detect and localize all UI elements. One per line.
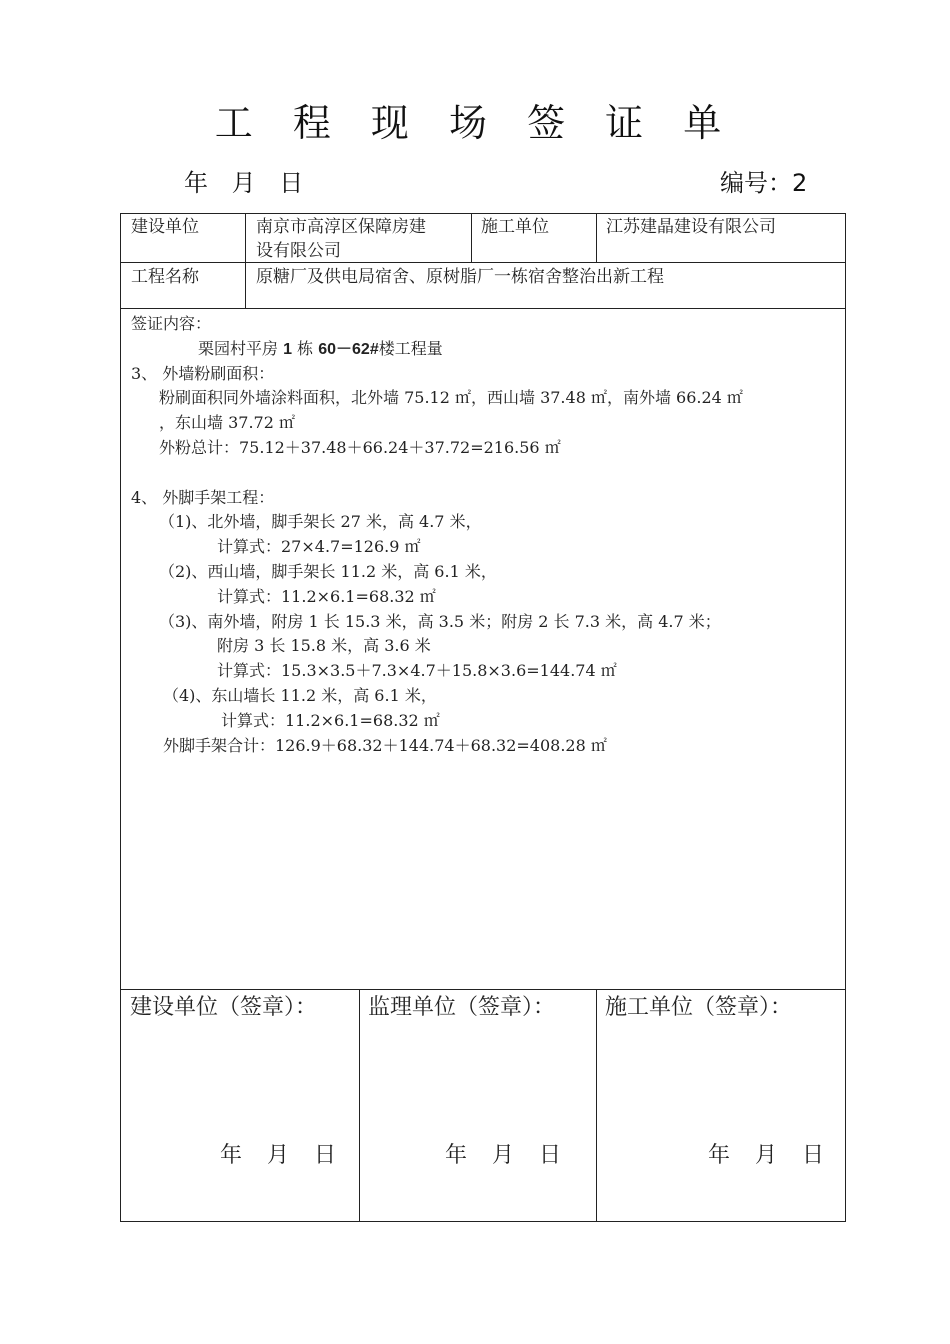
subtitle-part: 栋	[297, 338, 314, 358]
content-heading: 签证内容：	[131, 314, 212, 333]
construction-unit-signature-label: 施工单位（签章）：	[605, 995, 793, 1020]
build-unit-label: 建设单位	[131, 217, 199, 237]
row-divider-1	[120, 262, 846, 263]
section-4-1-calc: 计算式：27×4.7=126.9 ㎡	[217, 537, 421, 557]
section-3-title: 3、 外墙粉刷面积：	[131, 363, 275, 383]
col-divider-2	[471, 213, 472, 263]
document-number	[720, 166, 807, 200]
project-name-value: 原糖厂及供电局宿舍、原树脂厂一栋宿舍整治出新工程	[256, 267, 664, 287]
supervision-unit-signature-label: 监理单位（签章）：	[368, 995, 556, 1020]
number-label: 编号：	[720, 169, 792, 197]
subtitle-part: 楼工程量	[378, 338, 443, 358]
section-4-4-desc: （4)、东山墙长 11.2 米，高 6.1 米，	[163, 685, 437, 705]
header-date: 年 月 日	[184, 169, 304, 197]
construction-unit-label: 施工单位	[481, 217, 549, 237]
col-divider-1	[245, 213, 246, 309]
visa-content	[131, 312, 831, 758]
sign-divider-1	[359, 989, 360, 1222]
number-value: 2	[792, 169, 808, 197]
section-4-title: 4、 外脚手架工程：	[131, 487, 275, 507]
build-unit-value-line2: 设有限公司	[256, 241, 341, 261]
section-4-4-calc: 计算式：11.2×6.1=68.32 ㎡	[221, 710, 440, 730]
row-divider-3	[120, 989, 846, 990]
section-4-3-calc: 计算式：15.3×3.5＋7.3×4.7＋15.8×3.6=144.74 ㎡	[217, 661, 617, 681]
build-unit-signature-label: 建设单位（签章）：	[130, 995, 318, 1020]
section-3-line2: ，东山墙 37.72 ㎡	[159, 413, 295, 433]
col-divider-3	[596, 213, 597, 263]
construction-unit-signature-date: 年 月 日	[708, 1143, 824, 1168]
subtitle-part: 60－62#	[318, 340, 379, 358]
build-unit-signature-date: 年 月 日	[220, 1143, 336, 1168]
subtitle-part: 栗园村平房	[198, 338, 279, 358]
construction-unit-value: 江苏建晶建设有限公司	[606, 217, 776, 237]
section-4-1-desc: （1)、北外墙，脚手架长 27 米，高 4.7 米，	[159, 512, 482, 532]
supervision-unit-signature-date: 年 月 日	[445, 1143, 561, 1168]
sign-divider-2	[596, 989, 597, 1222]
row-divider-2	[120, 308, 846, 309]
section-4-2-calc: 计算式：11.2×6.1=68.32 ㎡	[217, 586, 436, 606]
build-unit-value-line1: 南京市高淳区保障房建	[256, 217, 426, 237]
section-3-line1: 粉刷面积同外墙涂料面积，北外墙 75.12 ㎡，西山墙 37.48 ㎡，南外墙 66.24 ㎡	[159, 388, 743, 408]
section-4-3-desc2: 附房 3 长 15.8 米，高 3.6 米	[217, 636, 431, 656]
document-title: 工 程 现 场 签 证 单	[214, 101, 736, 145]
section-4-total: 外脚手架合计：126.9＋68.32＋144.74＋68.32=408.28 ㎡	[163, 735, 607, 755]
section-4-3-desc: （3)、南外墙，附房 1 长 15.3 米，高 3.5 米；附房 2 长 7.3 米，高 4.7 米；	[159, 611, 721, 631]
project-name-label: 工程名称	[131, 267, 199, 287]
section-3-total: 外粉总计：75.12＋37.48＋66.24＋37.72=216.56 ㎡	[159, 437, 561, 457]
section-4-2-desc: （2)、西山墙，脚手架长 11.2 米，高 6.1 米，	[159, 561, 497, 581]
subtitle-part: 1	[283, 340, 293, 358]
content-subtitle	[131, 337, 831, 362]
